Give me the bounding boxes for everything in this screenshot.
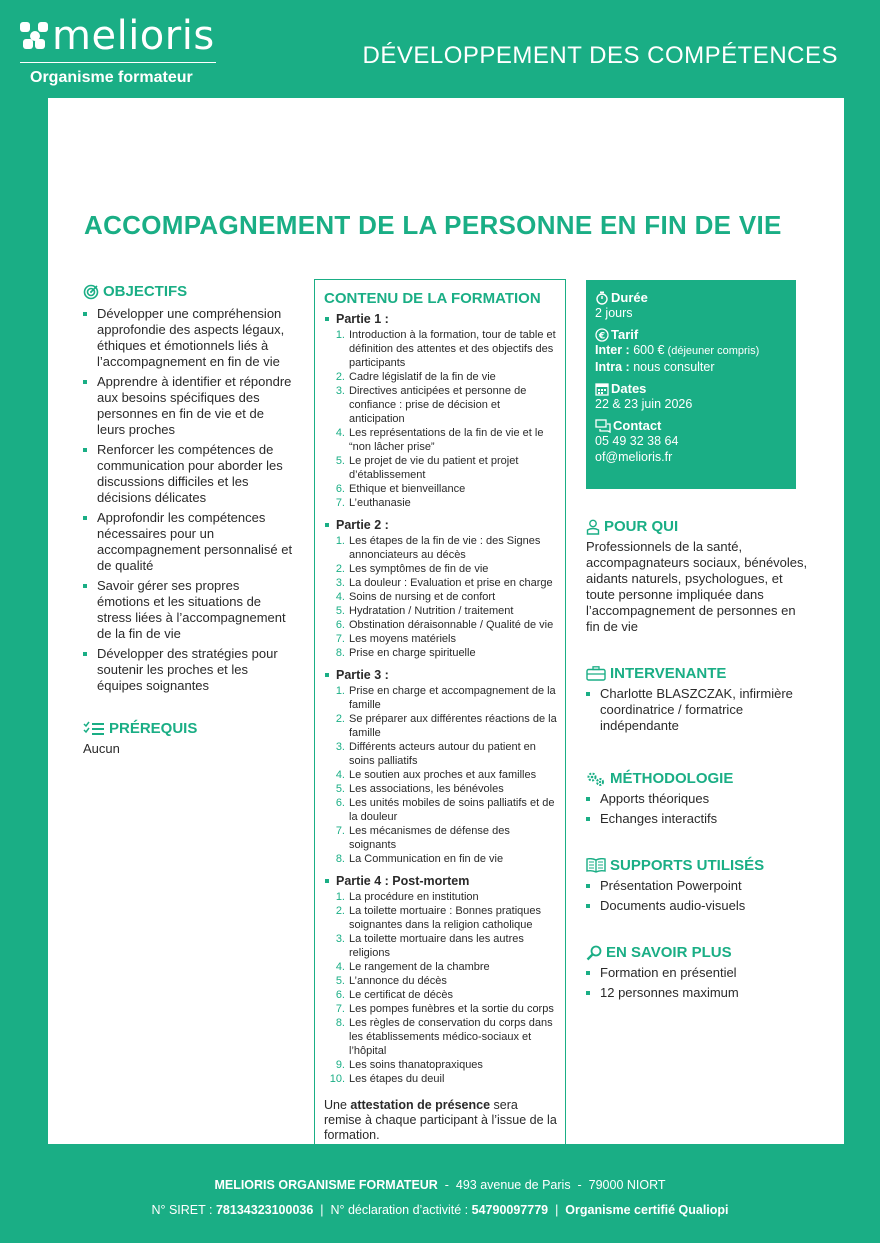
pour-qui-title: POUR QUI <box>604 518 679 535</box>
intra-label: Intra : <box>595 360 630 374</box>
logo-divider <box>20 62 216 63</box>
methodologie-title: MÉTHODOLOGIE <box>610 770 734 787</box>
brand-name: melioris <box>52 13 215 59</box>
supports-list <box>586 878 808 914</box>
item-number: 5. <box>335 605 345 617</box>
inter-value: 600 € <box>629 343 665 357</box>
calendar-icon <box>595 382 609 396</box>
item-text: L’annonce du décès <box>349 975 447 987</box>
part-items <box>324 534 557 660</box>
savoir-plus-heading <box>586 944 808 961</box>
item-number: 6. <box>335 989 345 1001</box>
item-text: Les étapes de la fin de vie : des Signes annonciateurs au décès <box>349 535 541 561</box>
item-number: 8. <box>335 647 345 659</box>
list-item: Présentation Powerpoint <box>586 878 808 894</box>
dates-heading <box>595 381 787 396</box>
checklist-icon <box>83 721 105 737</box>
methodologie-heading <box>586 770 808 787</box>
tarif-intra <box>595 359 787 375</box>
item-text: Les soins thanatopraxiques <box>349 1059 483 1071</box>
page-title: ACCOMPAGNEMENT DE LA PERSONNE EN FIN DE VIE <box>84 210 782 240</box>
savoir-plus-title: EN SAVOIR PLUS <box>606 944 732 961</box>
list-item <box>324 590 557 604</box>
methodologie-section <box>586 770 808 827</box>
objectifs-title: OBJECTIFS <box>103 283 188 300</box>
item-number: 1. <box>335 535 345 547</box>
footer-org: MELIORIS ORGANISME FORMATEUR <box>214 1178 438 1192</box>
item-text: Les mécanismes de défense des soignants <box>349 825 510 851</box>
target-icon <box>83 284 99 300</box>
qualiopi-label: Organisme certifié Qualiopi <box>565 1203 729 1217</box>
contenu-part <box>324 312 557 510</box>
note-text-end: sera remise à chaque participant à l’issue de la formation. <box>324 1098 557 1142</box>
item-number: 2. <box>335 713 345 725</box>
contact-title: Contact <box>613 418 662 433</box>
gears-icon <box>586 771 606 787</box>
list-item <box>324 328 557 370</box>
list-item <box>324 618 557 632</box>
list-item <box>324 1002 557 1016</box>
list-item <box>324 604 557 618</box>
item-text: La Communication en fin de vie <box>349 853 504 865</box>
item-number: 7. <box>335 1003 345 1015</box>
dates-value: 22 & 23 juin 2026 <box>595 397 693 411</box>
book-icon <box>586 858 606 873</box>
item-text: Se préparer aux différentes réactions de la famille <box>349 713 557 739</box>
content-card <box>48 98 844 1144</box>
item-text: Les moyens matériels <box>349 633 456 645</box>
item-number: 4. <box>335 427 345 439</box>
list-item <box>324 562 557 576</box>
part-items <box>324 328 557 510</box>
item-text: Les symptômes de fin de vie <box>349 563 489 575</box>
list-item <box>324 370 557 384</box>
stopwatch-icon <box>595 291 609 305</box>
item-number: 5. <box>335 783 345 795</box>
brand-subtitle: Organisme formateur <box>30 69 193 86</box>
right-column <box>586 518 808 1005</box>
footer-legal: N° SIRET : 78134323100036 | N° déclaration d’activité : 54790097779 | Organisme certifié Qualiopi <box>151 1203 729 1217</box>
item-number: 4. <box>335 591 345 603</box>
list-item <box>324 960 557 974</box>
attestation-note <box>324 1098 557 1143</box>
list-item <box>324 932 557 960</box>
contact-email[interactable]: of@melioris.fr <box>595 450 673 464</box>
tarif-title: Tarif <box>611 327 639 342</box>
footer-city: 79000 NIORT <box>588 1178 666 1192</box>
savoir-plus-list <box>586 965 808 1001</box>
objectifs-heading <box>83 283 295 300</box>
euro-icon <box>595 328 609 342</box>
item-text: Les étapes du deuil <box>349 1073 445 1085</box>
contact-phone[interactable]: 05 49 32 38 64 <box>595 434 679 448</box>
item-number: 2. <box>335 371 345 383</box>
info-box <box>586 280 796 489</box>
pour-qui-heading <box>586 518 808 535</box>
note-bold: attestation de présence <box>350 1098 491 1112</box>
footer-address: MELIORIS ORGANISME FORMATEUR - 493 avenue de Paris - 79000 NIORT <box>214 1178 666 1192</box>
list-item <box>324 534 557 562</box>
item-text: Les règles de conservation du corps dans les établissements médico-sociaux et l’hôpital <box>349 1017 553 1057</box>
inter-label: Inter : <box>595 343 630 357</box>
briefcase-icon <box>586 666 606 681</box>
magnifier-icon <box>586 945 602 961</box>
part-items <box>324 684 557 866</box>
contenu-section <box>314 279 566 1159</box>
item-text: Introduction à la formation, tour de table et définition des attentes et des objectifs des participants <box>349 329 556 369</box>
list-item: Charlotte BLASZCZAK, infirmière coordinatrice / formatrice indépendante <box>586 686 808 734</box>
item-text: Obstination déraisonnable / Qualité de vie <box>349 619 554 631</box>
item-number: 6. <box>335 797 345 809</box>
contenu-part <box>324 518 557 660</box>
item-number: 2. <box>335 905 345 917</box>
list-item <box>324 824 557 852</box>
part-title: Partie 4 : Post-mortem <box>324 874 557 889</box>
item-number: 1. <box>335 891 345 903</box>
item-text: Le rangement de la chambre <box>349 961 490 973</box>
list-item: Développer des stratégies pour soutenir les proches et les équipes soignantes <box>83 646 295 694</box>
item-text: La douleur : Evaluation et prise en charge <box>349 577 553 589</box>
list-item: 12 personnes maximum <box>586 985 808 1001</box>
contenu-title: CONTENU DE LA FORMATION <box>324 290 541 307</box>
item-text: Ethique et bienveillance <box>349 483 466 495</box>
inter-note: (déjeuner compris) <box>664 345 760 357</box>
item-number: 2. <box>335 563 345 575</box>
prerequis-text: Aucun <box>83 741 120 756</box>
item-number: 3. <box>335 577 345 589</box>
item-text: La toilette mortuaire : Bonnes pratiques soignantes dans la religion catholique <box>349 905 542 931</box>
item-text: Les représentations de la fin de vie et le “non lâcher prise” <box>349 427 544 453</box>
item-text: Soins de nursing et de confort <box>349 591 496 603</box>
list-item: Savoir gérer ses propres émotions et les situations de stress liées à l’accompagnement de la fin de vie <box>83 578 295 642</box>
item-text: Le projet de vie du patient et projet d’établissement <box>349 455 519 481</box>
item-text: Les pompes funèbres et la sortie du corps <box>349 1003 554 1015</box>
prerequis-title: PRÉREQUIS <box>109 720 198 737</box>
item-number: 5. <box>335 455 345 467</box>
duree-title: Durée <box>611 290 648 305</box>
list-item <box>324 632 557 646</box>
logo-mark-icon <box>20 22 48 50</box>
item-text: Le certificat de décès <box>349 989 453 1001</box>
list-item <box>324 482 557 496</box>
tarif-heading <box>595 327 787 342</box>
list-item <box>324 1072 557 1086</box>
list-item <box>324 426 557 454</box>
item-text: L’euthanasie <box>349 497 411 509</box>
intervenante-heading <box>586 665 808 682</box>
list-item <box>324 782 557 796</box>
list-item <box>324 904 557 932</box>
list-item <box>324 974 557 988</box>
intervenante-list <box>586 686 808 734</box>
item-text: Le soutien aux proches et aux familles <box>349 769 537 781</box>
item-text: La procédure en institution <box>349 891 479 903</box>
item-number: 7. <box>335 633 345 645</box>
list-item: Formation en présentiel <box>586 965 808 981</box>
decl-value: 54790097779 <box>471 1203 549 1217</box>
item-text: Les associations, les bénévoles <box>349 783 504 795</box>
item-text: Les unités mobiles de soins palliatifs et de la douleur <box>349 797 555 823</box>
contenu-part <box>324 874 557 1086</box>
item-number: 6. <box>335 619 345 631</box>
part-title: Partie 1 : <box>324 312 557 327</box>
list-item <box>324 1058 557 1072</box>
supports-heading <box>586 857 808 874</box>
objectifs-list <box>83 306 295 694</box>
chat-icon <box>595 419 611 433</box>
item-text: Différents acteurs autour du patient en soins palliatifs <box>349 741 536 767</box>
item-text: Hydratation / Nutrition / traitement <box>349 605 514 617</box>
siret-value: 78134323100036 <box>215 1203 314 1217</box>
footer-street: 493 avenue de Paris <box>455 1178 571 1192</box>
list-item: Documents audio-visuels <box>586 898 808 914</box>
prerequis-section <box>83 720 295 757</box>
siret-label: N° SIRET : <box>151 1203 216 1217</box>
list-item <box>324 852 557 866</box>
intervenante-section <box>586 665 808 734</box>
list-item: Apports théoriques <box>586 791 808 807</box>
brand-logo <box>20 13 220 87</box>
item-number: 1. <box>335 329 345 341</box>
part-title: Partie 3 : <box>324 668 557 683</box>
item-number: 7. <box>335 825 345 837</box>
item-text: Cadre législatif de la fin de vie <box>349 371 496 383</box>
item-number: 4. <box>335 961 345 973</box>
methodologie-list <box>586 791 808 827</box>
list-item <box>324 384 557 426</box>
contenu-parts <box>324 312 557 1086</box>
duree-value: 2 jours <box>595 306 633 320</box>
intra-value: nous consulter <box>629 360 715 374</box>
item-text: Prise en charge et accompagnement de la famille <box>349 685 556 711</box>
list-item: Apprendre à identifier et répondre aux besoins spécifiques des personnes en fin de vie et de leurs proches <box>83 374 295 438</box>
svg-text:€: € <box>598 331 606 341</box>
duree-heading <box>595 290 787 305</box>
list-item: Echanges interactifs <box>586 811 808 827</box>
item-text: Directives anticipées et personne de confiance : prise de décision et anticipation <box>349 385 527 425</box>
pour-qui-text: Professionnels de la santé, accompagnateurs sociaux, bénévoles, aidants naturels, psychologues, et toute personne impliquée dans l’accompagnement de personnes en fin de vie <box>586 539 808 634</box>
item-number: 1. <box>335 685 345 697</box>
list-item <box>324 684 557 712</box>
item-number: 8. <box>335 853 345 865</box>
item-number: 9. <box>335 1059 345 1071</box>
header-title: DÉVELOPPEMENT DES COMPÉTENCES <box>362 42 838 69</box>
item-number: 5. <box>335 975 345 987</box>
person-icon <box>586 519 600 535</box>
item-number: 3. <box>335 933 345 945</box>
item-number: 10. <box>329 1073 345 1085</box>
decl-label: N° déclaration d’activité : <box>330 1203 472 1217</box>
pour-qui-section <box>586 518 808 635</box>
list-item <box>324 712 557 740</box>
savoir-plus-section <box>586 944 808 1001</box>
list-item <box>324 1016 557 1058</box>
intervenante-title: INTERVENANTE <box>610 665 727 682</box>
item-number: 3. <box>335 741 345 753</box>
list-item <box>324 890 557 904</box>
tarif-inter <box>595 342 787 359</box>
supports-section <box>586 857 808 914</box>
list-item <box>324 796 557 824</box>
list-item: Approfondir les compétences nécessaires pour un accompagnement personnalisé et de qualité <box>83 510 295 574</box>
item-number: 7. <box>335 497 345 509</box>
list-item <box>324 646 557 660</box>
dates-title: Dates <box>611 381 647 396</box>
list-item <box>324 496 557 510</box>
footer <box>0 1172 880 1222</box>
list-item: Renforcer les compétences de communication pour aborder les discussions difficiles et les décisions délicates <box>83 442 295 506</box>
list-item <box>324 454 557 482</box>
list-item <box>324 740 557 768</box>
supports-title: SUPPORTS UTILISÉS <box>610 857 765 874</box>
part-title: Partie 2 : <box>324 518 557 533</box>
item-number: 4. <box>335 769 345 781</box>
contact-heading <box>595 418 787 433</box>
contenu-part <box>324 668 557 866</box>
item-number: 8. <box>335 1017 345 1029</box>
list-item <box>324 576 557 590</box>
part-items <box>324 890 557 1086</box>
prerequis-heading <box>83 720 295 737</box>
list-item <box>324 988 557 1002</box>
item-text: La toilette mortuaire dans les autres religions <box>349 933 524 959</box>
item-number: 3. <box>335 385 345 397</box>
item-text: Prise en charge spirituelle <box>349 647 476 659</box>
item-number: 6. <box>335 483 345 495</box>
list-item: Développer une compréhension approfondie des aspects légaux, éthiques et émotionnels liés à l’accompagnement en fin de vie <box>83 306 295 370</box>
left-column <box>83 283 295 757</box>
note-text: Une <box>324 1098 351 1112</box>
list-item <box>324 768 557 782</box>
